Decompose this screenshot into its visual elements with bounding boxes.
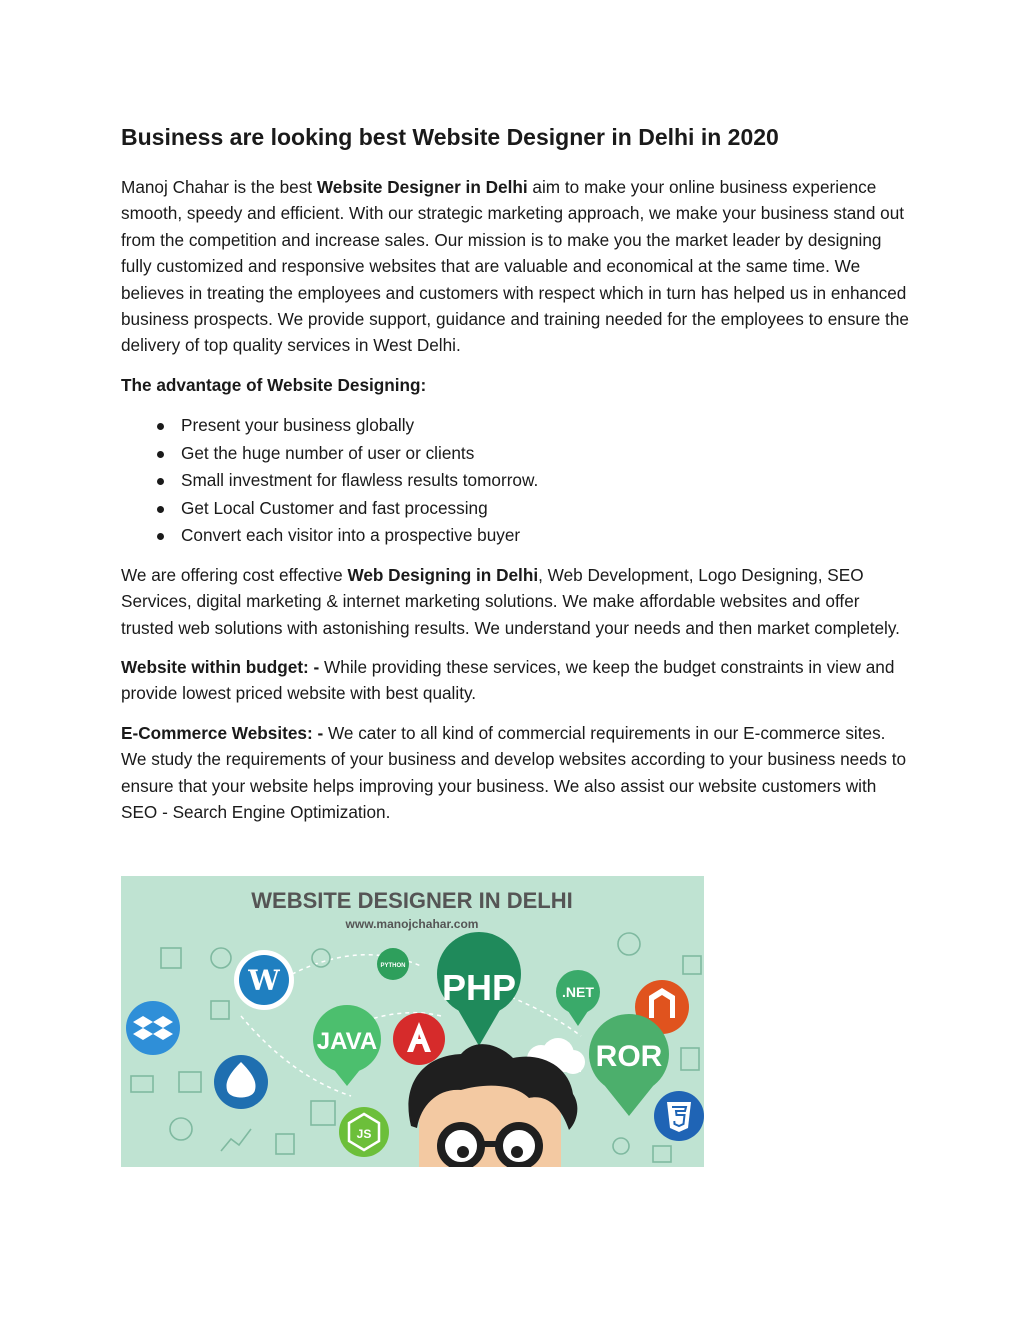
offering-text-start: We are offering cost effective <box>121 564 348 585</box>
svg-text:PYTHON: PYTHON <box>380 963 406 969</box>
budget-label: Website within budget: - <box>121 656 320 677</box>
list-item: Get the huge number of user or clients <box>157 440 911 468</box>
ecommerce-paragraph <box>121 720 911 826</box>
ror-label: ROR <box>595 1040 663 1073</box>
page-title: Business are looking best Website Designer in Delhi in 2020 <box>121 124 779 150</box>
angular-icon <box>393 1013 445 1065</box>
list-item: Present your business globally <box>157 412 911 440</box>
python-pin <box>377 948 409 980</box>
budget-text: While providing these services, we keep the budget constraints in view and provide lowest priced website with best quality. <box>121 656 895 704</box>
wordpress-icon <box>234 950 294 1010</box>
intro-paragraph <box>121 174 911 359</box>
css3-icon <box>654 1091 704 1141</box>
banner-url: www.manojchahar.com <box>345 917 479 931</box>
ecommerce-label: E-Commerce Websites: - <box>121 722 324 743</box>
budget-paragraph <box>121 654 911 707</box>
dropbox-icon <box>126 1001 180 1055</box>
ecommerce-text: We cater to all kind of commercial requirements in our E-commerce sites. We study the requirements of your business and develop websites according to your business needs to ensure that your website helps improving your business. We also assist our website customers with SEO - Search Engine Optimization. <box>121 722 907 822</box>
intro-text-end: aim to make your online business experience smooth, speedy and efficient. With our strategic marketing approach, we make your business stand out from the competition and increase sales. Our mission is to make you the market leader by designing fully customized and responsive websites that are valuable and economical at the same time. We believes in treating the employees and customers with respect which in turn has helped us in enhanced business prospects. We provide support, guidance and training needed for the employees to ensure the delivery of top quality services in West Delhi. <box>121 177 909 356</box>
advantage-heading <box>121 372 911 398</box>
drupal-icon <box>214 1055 268 1109</box>
php-label: PHP <box>441 967 517 1008</box>
nodejs-icon <box>339 1107 389 1157</box>
svg-text:JS: JS <box>356 1127 372 1141</box>
intro-text-start: Manoj Chahar is the best <box>121 177 317 197</box>
offering-paragraph <box>121 562 911 641</box>
document-page <box>121 120 911 838</box>
banner-image <box>121 876 704 1167</box>
offering-keyword: Web Designing in Delhi <box>347 564 539 585</box>
offering-text-end: , Web Development, Logo Designing, SEO Services, digital marketing & internet marketing solutions. We make affordable websites and offer trusted web solutions with astonishing results. We understand your needs and then market completely. <box>121 564 900 638</box>
net-label: .NET <box>562 984 594 1000</box>
advantage-list <box>121 412 911 550</box>
list-item: Small investment for flawless results tomorrow. <box>157 467 911 495</box>
java-label: JAVA <box>316 1028 378 1055</box>
svg-text:W: W <box>248 964 280 997</box>
list-item: Get Local Customer and fast processing <box>157 495 911 523</box>
banner-title: WEBSITE DESIGNER IN DELHI <box>251 888 573 913</box>
intro-keyword: Website Designer in Delhi <box>316 177 528 197</box>
list-item: Convert each visitor into a prospective buyer <box>157 522 911 550</box>
advantage-heading-text: The advantage of Website Designing: <box>121 374 427 395</box>
